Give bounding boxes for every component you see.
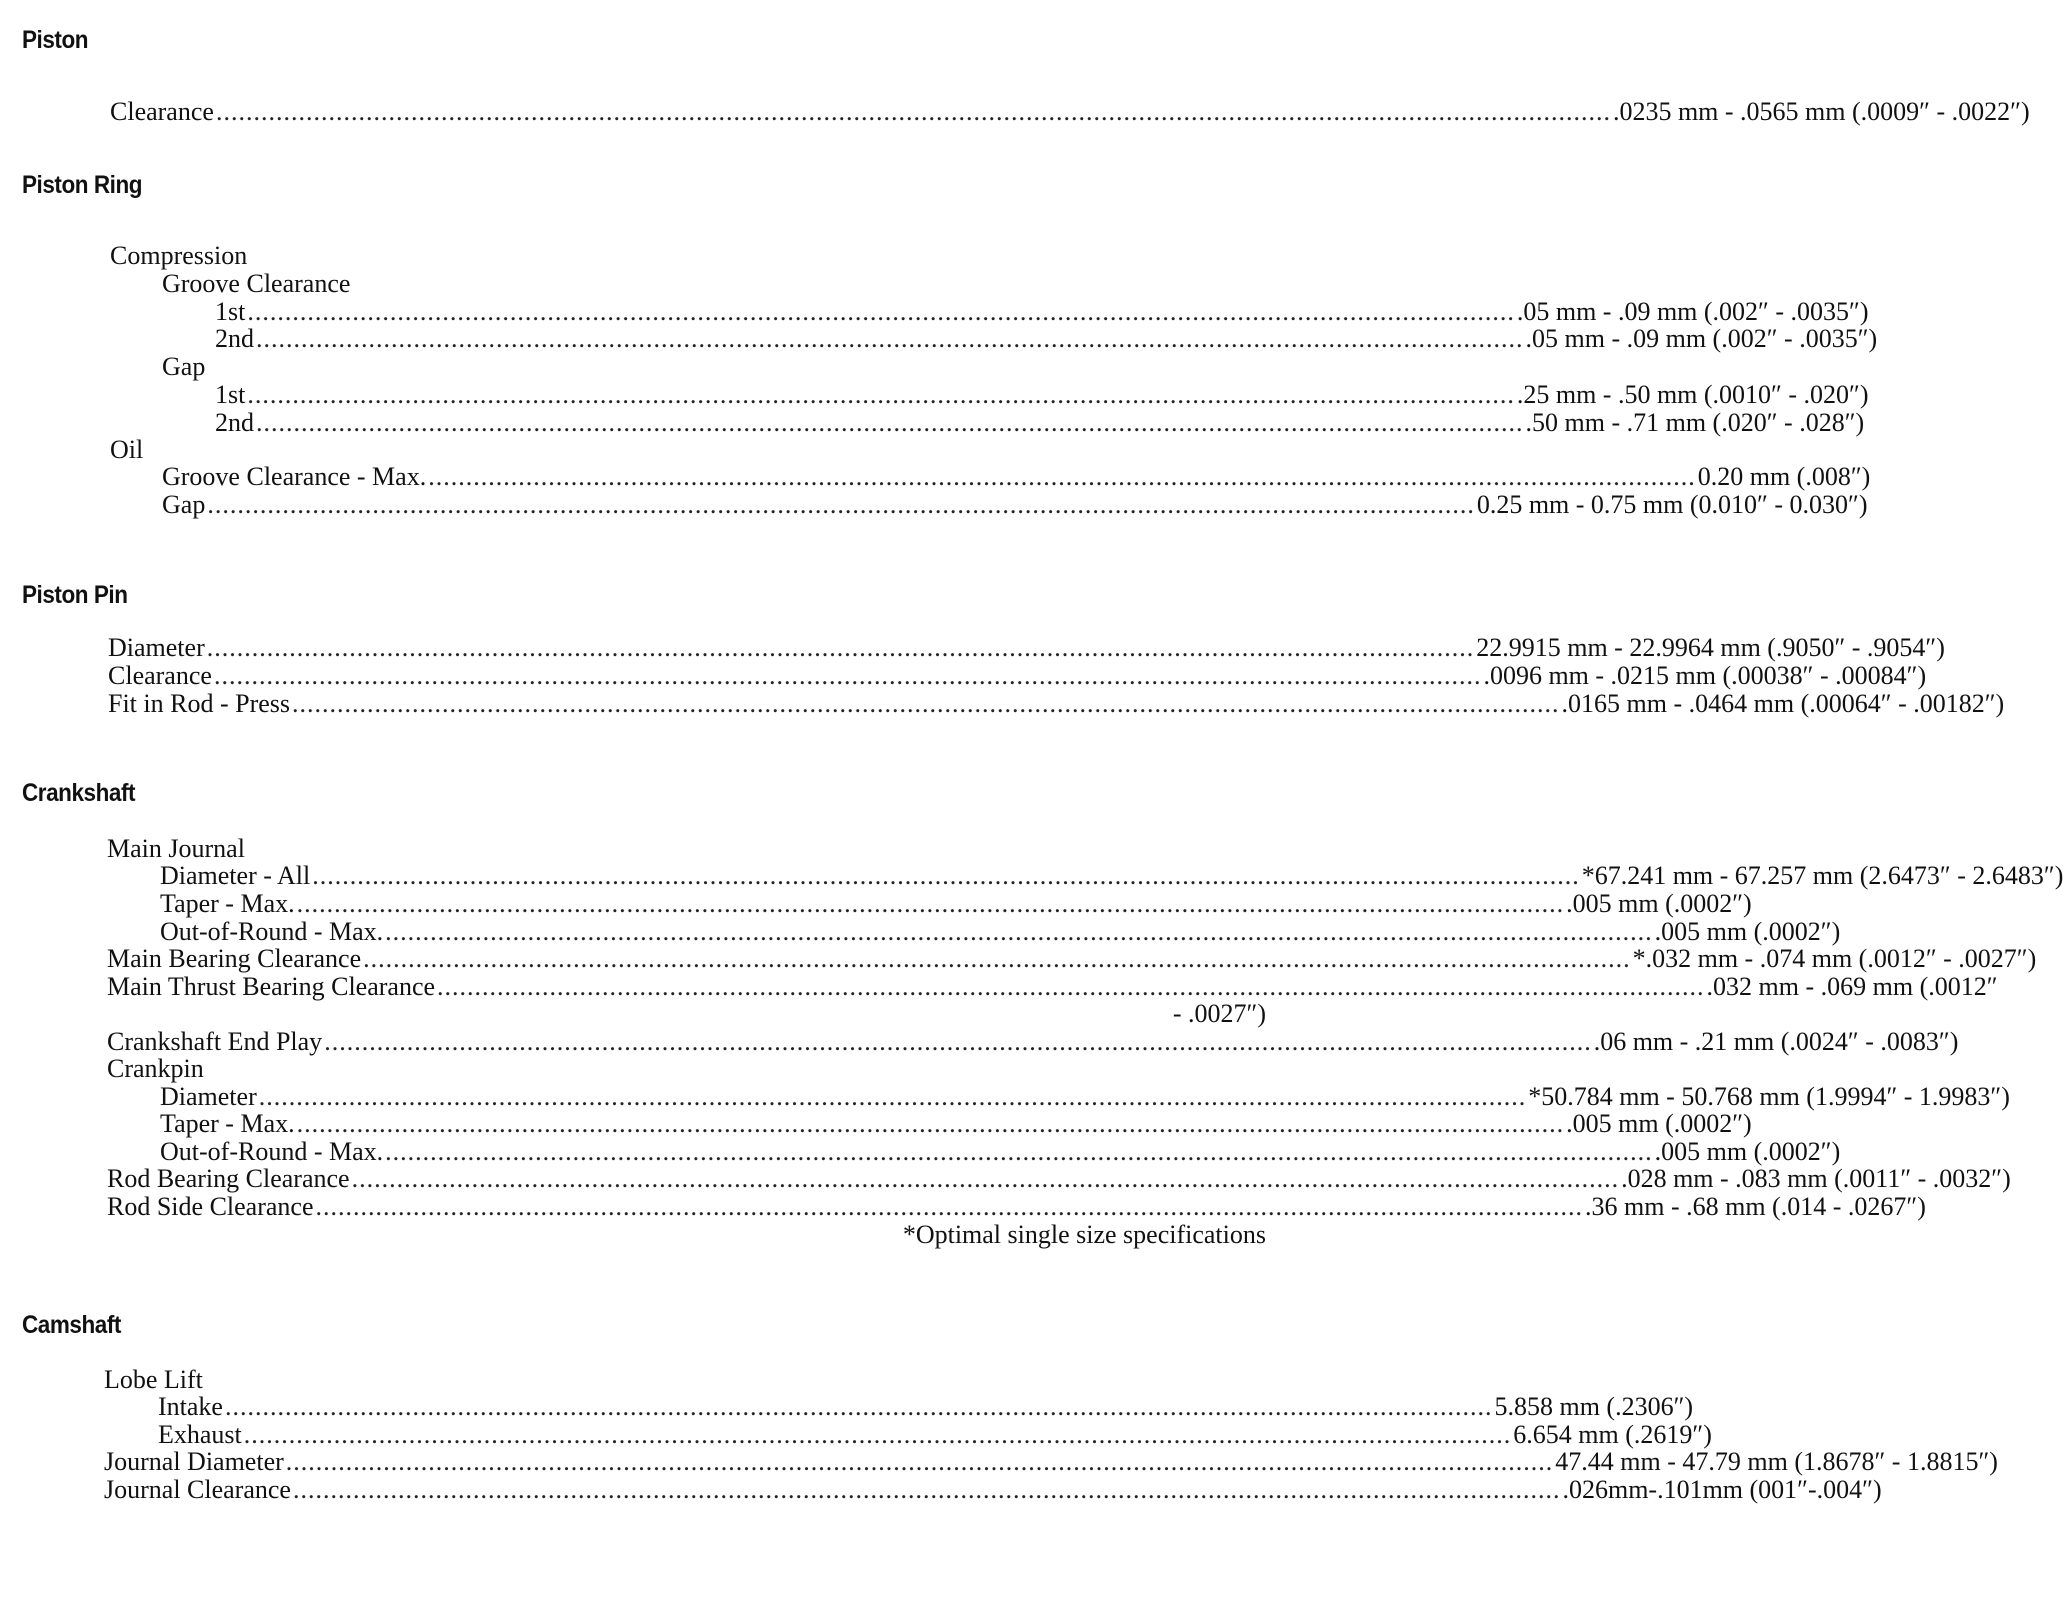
spec-row-main-bearing [107, 944, 2037, 973]
spec-label: Clearance [108, 661, 212, 690]
spec-label: Taper - Max. [160, 1109, 295, 1138]
spec-row-gc-1st [215, 297, 1869, 326]
spec-label: Intake [158, 1392, 223, 1421]
dot-leader: ......................................................................................................................................................................... [213, 661, 1482, 690]
spec-label: Diameter - All [160, 861, 311, 890]
dot-leader: ......................................................................................................................................................................... [296, 889, 1565, 918]
spec-row-cp-taper [160, 1109, 1752, 1138]
spec-row-oil-gap [162, 490, 1868, 519]
spec-label: Out-of-Round - Max. [160, 1137, 384, 1166]
spec-value: *50.784 mm - 50.768 mm (1.9994″ - 1.9983″) [1528, 1082, 2010, 1111]
heading-piston-ring: Piston Ring [22, 171, 143, 199]
spec-row-exhaust [158, 1420, 1712, 1449]
spec-label: Gap [162, 490, 206, 519]
heading-piston: Piston [22, 26, 89, 54]
spec-label: Diameter [108, 633, 205, 662]
spec-label: 2nd [215, 324, 254, 353]
dot-leader: ......................................................................................................................................................................... [296, 1109, 1565, 1138]
spec-label: 1st [215, 297, 246, 326]
subheading-main-journal: Main Journal [107, 834, 245, 863]
dot-leader: ......................................................................................................................................................................... [285, 1447, 1554, 1476]
spec-row-intake [158, 1392, 1694, 1421]
spec-value: .005 mm (.0002″) [1654, 917, 1841, 946]
spec-label: Exhaust [158, 1420, 242, 1449]
footnote: *Optimal single size specifications [902, 1220, 1266, 1249]
spec-row-cp-diameter [160, 1082, 2010, 1111]
spec-row-journal-clearance [104, 1475, 1882, 1504]
dot-leader: ......................................................................................................................................................................... [437, 972, 1705, 1001]
spec-value: .026mm-.101mm (001″-.004″) [1562, 1475, 1882, 1504]
spec-value: 6.654 mm (.2619″) [1513, 1420, 1712, 1449]
subheading-groove-clearance: Groove Clearance [162, 269, 351, 298]
spec-row-mj-taper [160, 889, 1752, 918]
spec-row-pin-diameter [108, 633, 1945, 662]
spec-value: .032 mm - .069 mm (.0012″ [1706, 972, 1998, 1001]
spec-value: .005 mm (.0002″) [1566, 1109, 1752, 1138]
spec-value: 5.858 mm (.2306″) [1494, 1392, 1694, 1421]
spec-value: .50 mm - .71 mm (.020″ - .028″) [1525, 408, 1865, 437]
spec-value: *.032 mm - .074 mm (.0012″ - .0027″) [1632, 944, 2037, 973]
heading-camshaft: Camshaft [22, 1311, 121, 1339]
spec-value: 0.25 mm - 0.75 mm (0.010″ - 0.030″) [1476, 490, 1868, 519]
spec-label: Diameter [160, 1082, 257, 1111]
dot-leader: ......................................................................................................................................................................... [256, 408, 1524, 437]
spec-label: Journal Diameter [104, 1447, 284, 1476]
spec-value: .25 mm - .50 mm (.0010″ - .020″) [1516, 380, 1869, 409]
spec-value: 22.9915 mm - 22.9964 mm (.9050″ - .9054″) [1476, 633, 1945, 662]
spec-row-cp-oor [160, 1137, 1841, 1166]
dot-leader: ......................................................................................................................................................................... [312, 861, 1580, 890]
spec-label: 1st [215, 380, 246, 409]
spec-row-piston-clearance [110, 97, 2030, 126]
spec-row-pin-clearance [108, 661, 1927, 690]
spec-label: 2nd [215, 408, 254, 437]
subheading-compression: Compression [110, 241, 248, 270]
spec-row-rod-side [107, 1192, 1926, 1221]
spec-value: .36 mm - .68 mm (.014 - .0267″) [1585, 1192, 1926, 1221]
spec-row-end-play [107, 1027, 1959, 1056]
dot-leader: ......................................................................................................................................................................... [385, 1137, 1653, 1166]
spec-label: Groove Clearance - Max. [162, 462, 427, 491]
spec-row-oil-groove [162, 462, 1871, 491]
spec-row-pin-fit [108, 689, 2005, 718]
spec-value: 47.44 mm - 47.79 mm (1.8678″ - 1.8815″) [1555, 1447, 1998, 1476]
dot-leader: ......................................................................................................................................................................... [258, 1082, 1527, 1111]
spec-label: Taper - Max. [160, 889, 295, 918]
spec-value: .05 mm - .09 mm (.002″ - .0035″) [1525, 324, 1878, 353]
spec-row-journal-diameter [104, 1447, 1998, 1476]
dot-leader: ......................................................................................................................................................................... [247, 297, 1515, 326]
heading-crankshaft: Crankshaft [22, 779, 136, 807]
dot-leader: ......................................................................................................................................................................... [292, 689, 1560, 718]
subheading-lobe-lift: Lobe Lift [104, 1365, 203, 1394]
dot-leader: ......................................................................................................................................................................... [247, 380, 1515, 409]
spec-label: Crankshaft End Play [107, 1027, 323, 1056]
dot-leader: ......................................................................................................................................................................... [256, 324, 1524, 353]
spec-value: *67.241 mm - 67.257 mm (2.6473″ - 2.6483″) [1581, 861, 2063, 890]
dot-leader: ......................................................................................................................................................................... [324, 1027, 1592, 1056]
dot-leader: ......................................................................................................................................................................... [385, 917, 1653, 946]
spec-label: Clearance [110, 97, 214, 126]
spec-row-gc-2nd [215, 324, 1878, 353]
subheading-gap: Gap [162, 352, 206, 381]
spec-label: Out-of-Round - Max. [160, 917, 384, 946]
spec-row-gap-2nd [215, 408, 1865, 437]
subheading-oil: Oil [110, 435, 144, 464]
spec-row-gap-1st [215, 380, 1869, 409]
spec-row-mj-oor [160, 917, 1841, 946]
spec-value: .0096 mm - .0215 mm (.00038″ - .00084″) [1483, 661, 1927, 690]
spec-value: 0.20 mm (.008″) [1697, 462, 1871, 491]
dot-leader: ......................................................................................................................................................................... [351, 1164, 1620, 1193]
spec-value: .0165 mm - .0464 mm (.00064″ - .00182″) [1561, 689, 2005, 718]
spec-continuation: - .0027″) [1172, 999, 1266, 1028]
dot-leader: ......................................................................................................................................................................... [315, 1192, 1583, 1221]
dot-leader: ......................................................................................................................................................................... [243, 1420, 1512, 1449]
dot-leader: ......................................................................................................................................................................... [292, 1475, 1561, 1504]
spec-value: .005 mm (.0002″) [1654, 1137, 1841, 1166]
dot-leader: ......................................................................................................................................................................... [224, 1392, 1493, 1421]
subheading-crankpin: Crankpin [107, 1054, 204, 1083]
spec-value: .005 mm (.0002″) [1566, 889, 1752, 918]
spec-row-mj-diameter [160, 861, 2063, 890]
spec-label: Journal Clearance [104, 1475, 291, 1504]
spec-label: Rod Side Clearance [107, 1192, 314, 1221]
spec-label: Main Thrust Bearing Clearance [107, 972, 436, 1001]
spec-value: .0235 mm - .0565 mm (.0009″ - .0022″) [1612, 97, 2030, 126]
spec-row-rod-bearing [107, 1164, 2011, 1193]
spec-label: Main Bearing Clearance [107, 944, 362, 973]
dot-leader: ......................................................................................................................................................................... [206, 633, 1475, 662]
spec-row-main-thrust [107, 972, 1998, 1001]
spec-label: Rod Bearing Clearance [107, 1164, 350, 1193]
heading-piston-pin: Piston Pin [22, 581, 128, 609]
spec-value: .05 mm - .09 mm (.002″ - .0035″) [1516, 297, 1869, 326]
spec-value: .028 mm - .083 mm (.0011″ - .0032″) [1621, 1164, 2011, 1193]
dot-leader: .......................................................................................................................................................................................... [215, 97, 1611, 126]
dot-leader: ......................................................................................................................................................................... [363, 944, 1631, 973]
dot-leader: ......................................................................................................................................................................... [428, 462, 1696, 491]
spec-value: .06 mm - .21 mm (.0024″ - .0083″) [1593, 1027, 1959, 1056]
spec-label: Fit in Rod - Press [108, 689, 291, 718]
dot-leader: ......................................................................................................................................................................... [207, 490, 1475, 519]
